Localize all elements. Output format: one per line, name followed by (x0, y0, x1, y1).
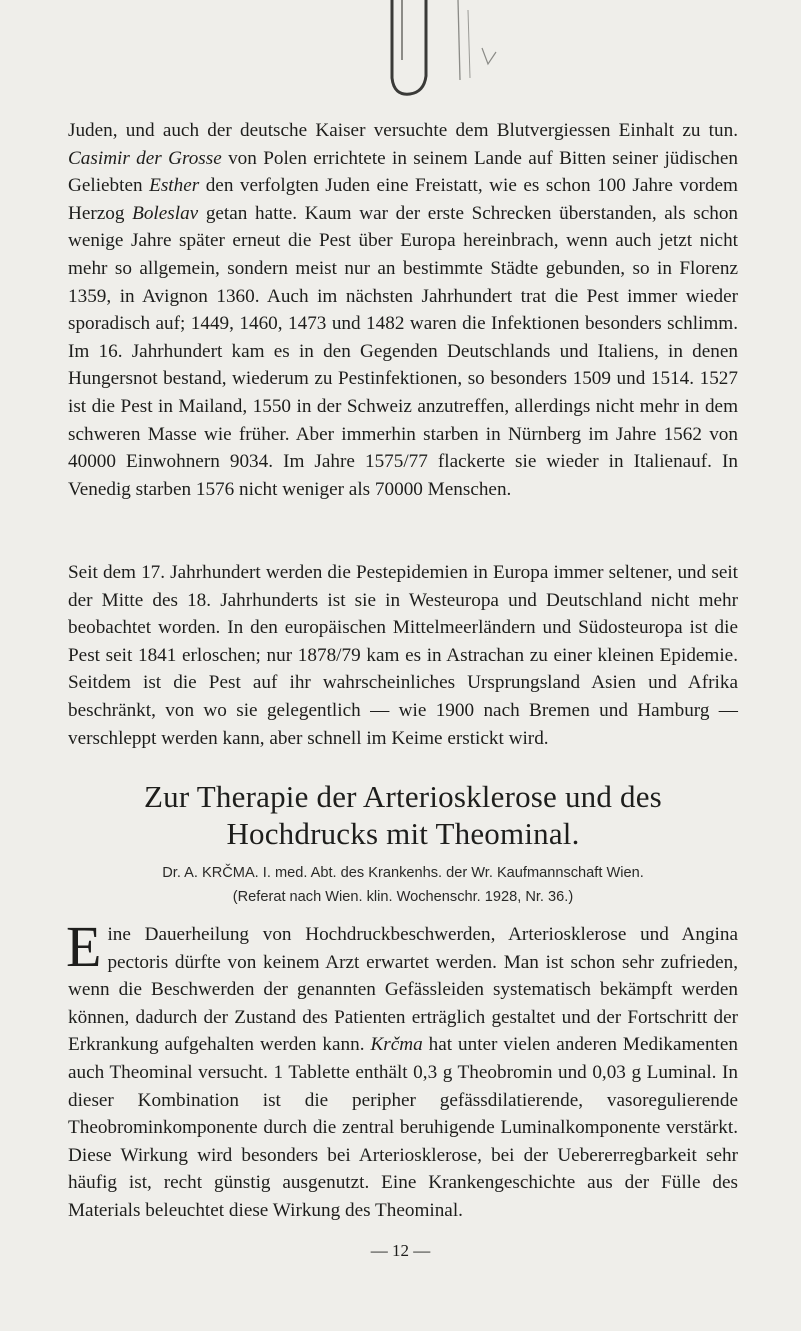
article-title-line-1: Zur Therapie der Arteriosklerose und des (144, 779, 662, 814)
paragraph-plague-decline: Seit dem 17. Jahrhundert werden die Pestepidemien in Europa immer seltener, und seit der Mitte des 18. Jahrhunderts ist sie in Westeuropa und Deutschland nicht mehr beobachtet worden. In den europäischen Mittelmeerländern und Südosteuropa ist die Pest seit 1841 erloschen; nur 1878/79 kam es in Astrachan zu einer kleinen Epidemie. Seitdem ist die Pest auf ihr wahrscheinliches Ursprungsland Asien und Afrika beschränkt, von wo sie gelegentlich — wie 1900 nach Bremen und Hamburg — verschleppt werden kann, aber schnell im Keime erstickt wird. (68, 562, 738, 749)
paragraph-plague-history: Juden, und auch der deutsche Kaiser versuchte dem Blutvergiessen Einhalt zu tun. Casimir der Grosse von Polen errichtete in seinem Lande auf Bitten seiner jüdischen Geliebten Esther den verfolgten Juden eine Freistatt, wie es schon 100 Jahre vordem Herzog Boleslav getan hatte. Kaum war der erste Schrecken überstanden, als schon wenige Jahre später erneut die Pest über Europa hereinbrach, wenn auch jetzt nicht mehr so allgemein, sondern meist nur an bestimmte Städte gebunden, so in Florenz 1359, in Avignon 1360. Auch im nächsten Jahrhundert trat die Pest immer wieder sporadisch auf; 1449, 1460, 1473 und 1482 waren die Infektionen besonders schlimm. Im 16. Jahrhundert kam es in den Gegenden Deutschlands und Italiens, in denen Hungersnot bestand, wiederum zu Pestinfektionen, so besonders 1509 und 1514. 1527 ist die Pest in Mailand, 1550 in der Schweiz anzutreffen, allerdings nicht mehr in dem schweren Masse wie früher. Aber immerhin starben in Nürnberg im Jahre 1562 von 40000 Einwohnern 9034. Im Jahre 1575/77 flackerte sie wieder in Italienauf. In Venedig starben 1576 nicht weniger als 70000 Menschen. (68, 120, 739, 500)
name-boleslav: Boleslav (132, 202, 199, 224)
name-krcma: Krčma (370, 1034, 423, 1056)
article-title (68, 778, 738, 852)
article-reference: (Referat nach Wien. klin. Wochenschr. 1928, Nr. 36.) (232, 889, 574, 905)
name-esther: Esther (149, 175, 200, 197)
article-title-line-2: Hochdrucks mit Theominal. (226, 816, 580, 851)
paragraph-theominal: Eine Dauerheilung von Hochdruckbeschwerden, Arteriosklerose und Angina pectoris dürfte von keinem Arzt erwartet werden. Man ist schon sehr zufrieden, wenn die Beschwerden der genannten Gefässleiden systematisch bekämpft werden können, dadurch der Zustand des Patienten erträglich gestaltet und der Fortschritt der Erkrankung aufgehalten werden kann. Krčma hat unter vielen anderen Medikamenten auch Theominal versucht. 1 Tablette enthält 0,3 g Theobromin und 0,03 g Luminal. In dieser Kombination ist die peripher gefässdilatierende, vasoregulierende Theobrominkomponente durch die zentral beruhigende Luminalkomponente verstärkt. Diese Wirkung wird besonders bei Arteriosklerose, bei der Uebererregbarkeit sehr häufig ist, recht günstig ausgenutzt. Eine Krankengeschichte aus der Fülle des Materials beleuchtet diese Wirkung des Theominal. (66, 914, 738, 1221)
article-author: Dr. A. KRČMA. I. med. Abt. des Krankenhs. der Wr. Kaufmannschaft Wien. (162, 865, 644, 881)
scan-artifact-marks (380, 0, 520, 110)
page-number: — 12 — (370, 1241, 431, 1260)
name-casimir: Casimir der Grosse (68, 147, 222, 169)
dropcap-letter: E (66, 914, 102, 979)
